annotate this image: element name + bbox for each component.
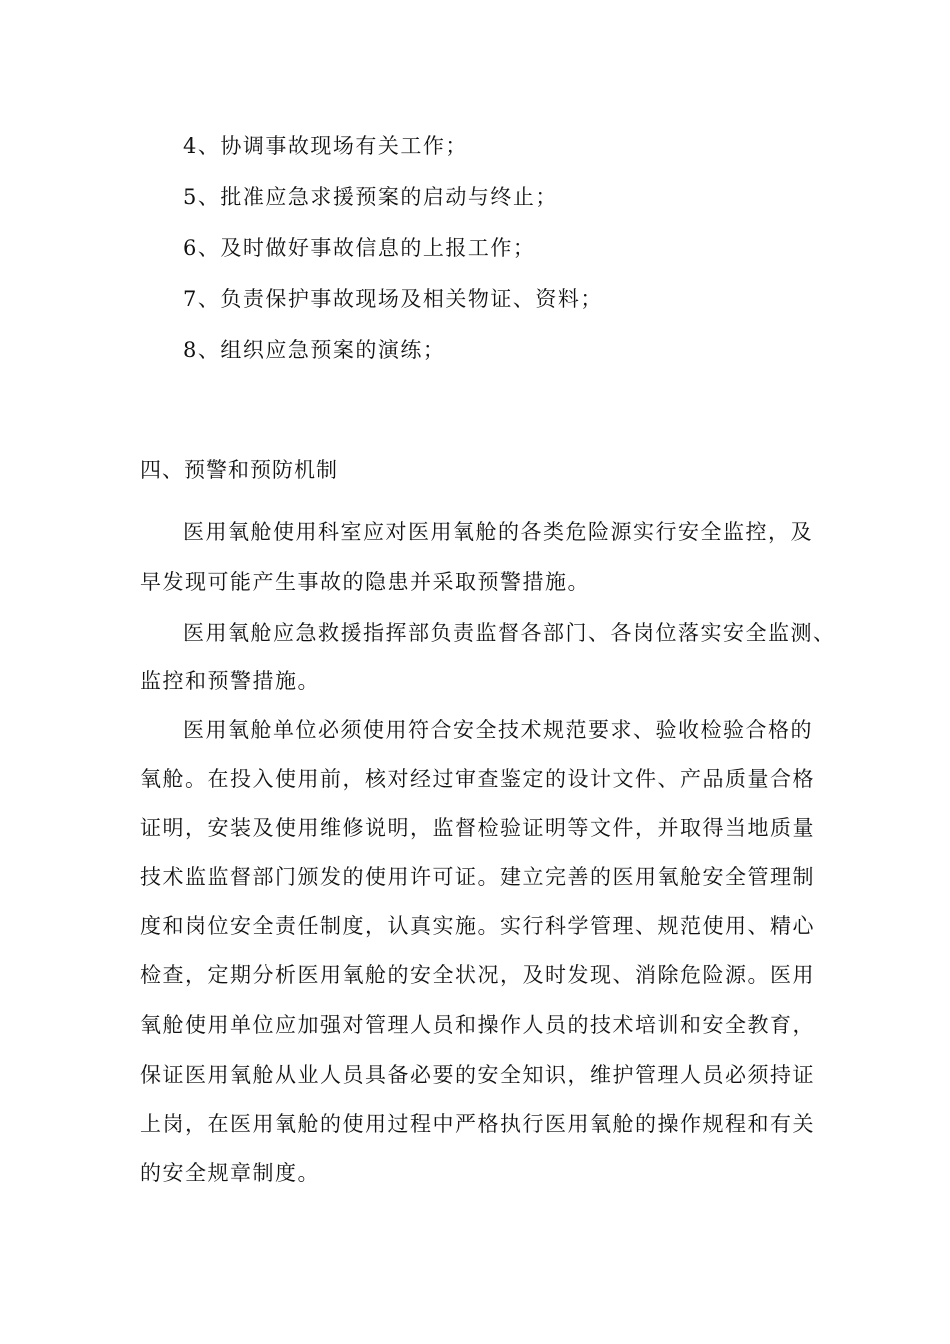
paragraph-line: 早发现可能产生事故的隐患并采取预警措施。	[140, 570, 590, 594]
paragraph-line: 保证医用氧舱从业人员具备必要的安全知识，维护管理人员必须持证	[140, 1063, 815, 1087]
paragraph-line: 医用氧舱应急救援指挥部负责监督各部门、各岗位落实安全监测、	[183, 621, 836, 645]
paragraph-line: 医用氧舱单位必须使用符合安全技术规范要求、验收检验合格的	[183, 718, 813, 742]
paragraph-line: 的安全规章制度。	[140, 1161, 320, 1185]
list-item: 4、协调事故现场有关工作；	[183, 134, 468, 158]
paragraph-line: 技术监监督部门颁发的使用许可证。建立完善的医用氧舱安全管理制	[140, 865, 815, 889]
section-heading: 四、预警和预防机制	[140, 458, 338, 482]
paragraph-line: 度和岗位安全责任制度，认真实施。实行科学管理、规范使用、精心	[140, 914, 815, 938]
list-item: 6、及时做好事故信息的上报工作；	[183, 236, 536, 260]
paragraph-line: 上岗，在医用氧舱的使用过程中严格执行医用氧舱的操作规程和有关	[140, 1112, 815, 1136]
paragraph-line: 氧舱。在投入使用前，核对经过审查鉴定的设计文件、产品质量合格	[140, 767, 815, 791]
list-item: 5、批准应急求援预案的启动与终止；	[183, 185, 558, 209]
list-item: 7、负责保护事故现场及相关物证、资料；	[183, 287, 603, 311]
paragraph-line: 氧舱使用单位应加强对管理人员和操作人员的技术培训和安全教育，	[140, 1013, 815, 1037]
paragraph-line: 医用氧舱使用科室应对医用氧舱的各类危险源实行安全监控，及	[183, 520, 813, 544]
paragraph-line: 监控和预警措施。	[140, 669, 320, 693]
paragraph-line: 检查，定期分析医用氧舱的安全状况，及时发现、消除危险源。医用	[140, 963, 815, 987]
paragraph-line: 证明，安装及使用维修说明，监督检验证明等文件，并取得当地质量	[140, 816, 815, 840]
list-item: 8、组织应急预案的演练；	[183, 338, 446, 362]
